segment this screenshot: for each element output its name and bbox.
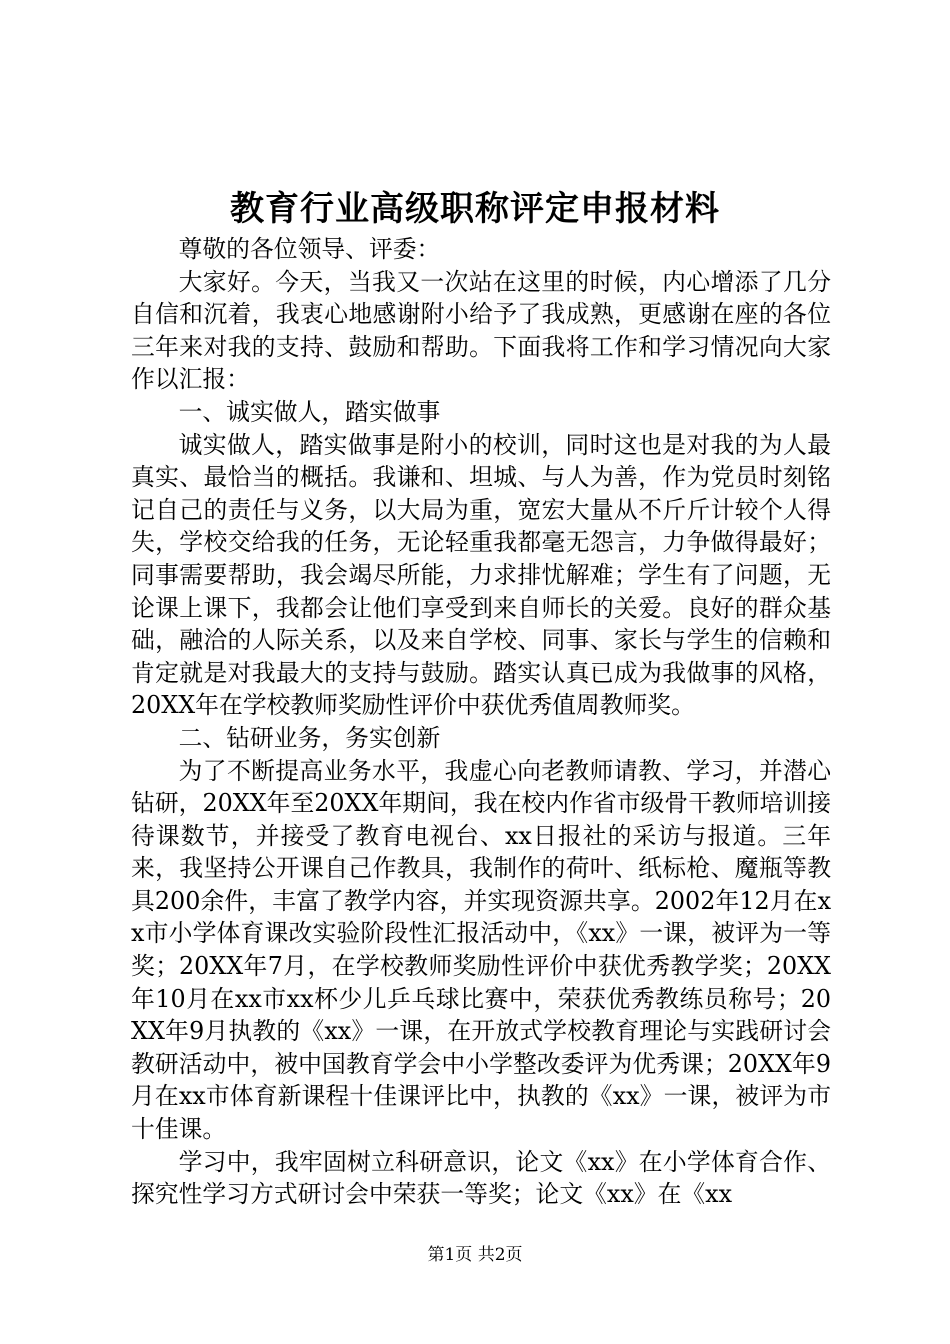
section-heading-1: 一、诚实做人，踏实做事	[178, 397, 441, 426]
section-heading-2: 二、钻研业务，务实创新	[178, 723, 441, 752]
paragraph-intro: 大家好。今天，当我又一次站在这里的时候，内心增添了几分自信和沉着，我衷心地感谢附小给予了我成熟，更感谢在座的各位三年来对我的支持、鼓励和帮助。下面我将工作和学习情况向大家作以汇报：	[131, 267, 831, 394]
paragraph-section-2: 为了不断提高业务水平，我虚心向老教师请教、学习，并潜心钻研，20XX年至20XX年期间，我在校内作省市级骨干教师培训接待课数节，并接受了教育电视台、xx日报社的采访与报道。三年来，我坚持公开课自己作教具，我制作的荷叶、纸标枪、魔瓶等教具200余件，丰富了教学内容，并实现资源共享。2002年12月在xx市小学体育课改实验阶段性汇报活动中，《xx》一课，被评为一等奖；20XX年7月，在学校教师奖励性评价中获优秀教学奖；20XX年10月在xx市xx杯少儿乒乓球比赛中，荣获优秀教练员称号；20XX年9月执教的《xx》一课，在开放式学校教育理论与实践研讨会教研活动中，被中国教育学会中小学整改委评为优秀课；20XX年9月在xx市体育新课程十佳课评比中，执教的《xx》一课，被评为市十佳课。	[131, 756, 831, 1144]
paragraph-research: 学习中，我牢固树立科研意识，论文《xx》在小学体育合作、探究性学习方式研讨会中荣获一等奖；论文《xx》在《xx	[131, 1147, 831, 1209]
document-body	[131, 233, 831, 1211]
salutation: 尊敬的各位领导、评委：	[178, 235, 441, 263]
document-title: 教育行业高级职称评定申报材料	[230, 189, 720, 229]
paragraph-section-1: 诚实做人，踏实做事是附小的校训，同时这也是对我的为人最真实、最恰当的概括。我谦和、坦城、与人为善，作为党员时刻铭记自己的责任与义务，以大局为重，宽宏大量从不斤斤计较个人得失，学校交给我的任务，无论轻重我都毫无怨言，力争做得最好；同事需要帮助，我会竭尽所能，力求排忧解难；学生有了问题，无论课上课下，我都会让他们享受到来自师长的关爱。良好的群众基础，融洽的人际关系，以及来自学校、同事、家长与学生的信赖和肯定就是对我最大的支持与鼓励。踏实认真已成为我做事的风格，20XX年在学校教师奖励性评价中获优秀值周教师奖。	[131, 430, 831, 720]
page-footer: 第1页 共2页	[427, 1245, 523, 1265]
